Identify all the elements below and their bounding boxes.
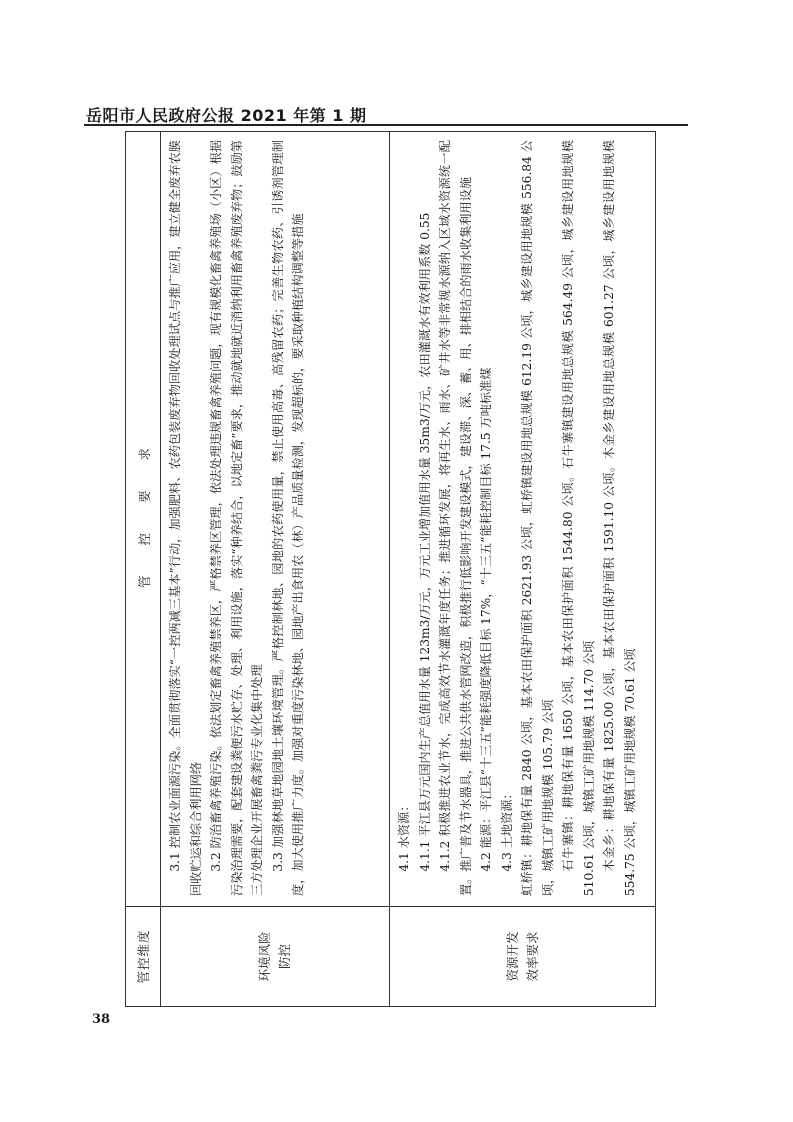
requirement-paragraph: 石牛寨镇：耕地保有量 1650 公顷，基本农田保护面积 1544.80 公顷。石牛寨镇建设用地总规模 564.49 公顷，城乡建设用地规模 510.61 公顷，城镇工矿用地规模 114.70 公顷 [561, 140, 596, 896]
dimension-label-line: 防控 [277, 944, 292, 970]
requirements-cell [161, 132, 389, 906]
dimension-label-line: 资源开发 [504, 931, 520, 982]
dimension-cell [161, 906, 389, 1006]
table-row-environment-risk [161, 132, 390, 1006]
dimension-label [503, 927, 543, 987]
dimension-cell [390, 906, 655, 1006]
table-header-row [126, 132, 161, 1006]
document-header: 岳阳市人民政府公报 2021 年第 1 期 [86, 106, 367, 125]
table-row-resource-efficiency [390, 132, 655, 1006]
column-header-requirements-text: 管控要求 [137, 418, 152, 589]
page-number: 38 [92, 1012, 111, 1027]
requirement-paragraph: 4.2 能源：平江县“十三五”能耗强度降低目标 17%，“十三五”能耗控制目标 17.5 万吨标准煤 [479, 367, 493, 872]
dimension-label-line: 环境风险 [257, 931, 272, 982]
dimension-label [255, 927, 295, 987]
requirement-paragraph: 3.3 加强林地草地园地土壤环境管理。严格控制林地、园地的农药使用量，禁止使用高毒、高残留农药；完善生物农药、引诱剂管理制度，加大使用推广力度。加强对重度污染林地、园地产出食用农（林）产品质量检测，发现超标的，要采取种植结构调整等措施 [270, 140, 305, 896]
dimension-label-line: 效率要求 [524, 931, 540, 982]
requirement-paragraph: 3.2 防治畜禽养殖污染。依法划定畜禽养殖禁养区，严格禁养区管理，依法处理违规畜禽养殖问题，现有规模化畜禽养殖场（小区）根据污染治理需要，配套建设粪便污水贮存、处理、利用设施，落实“种养结合，以地定畜”要求，推动就地就近消纳利用畜禽养殖废弃物；鼓励第三方处理企业开展畜禽粪污专业化集中处理 [209, 140, 264, 896]
requirements-cell [390, 132, 655, 906]
header-rule [84, 124, 688, 126]
requirement-paragraph: 4.1 水资源： [397, 799, 411, 872]
requirement-paragraph: 4.1.2 积极推进农业节水，完成高效节水灌溉年度任务；推进循环发展，将再生水、雨水、矿井水等非常规水源纳入区域水资源统一配置。推广普及节水器具，推进公共供水管网改造，积极推行低影响开发建设模式，建设滞、深、蓄、用、排相结合的雨水收集利用设施 [438, 140, 473, 896]
requirement-paragraph: 4.3 土地资源： [499, 787, 514, 872]
requirement-paragraph: 虹桥镇：耕地保有量 2840 公顷，基本农田保护面积 2621.93 公顷，虹桥镇建设用地总规模 612.19 公顷，城乡建设用地规模 556.84 公顷，城镇工矿用地规模 105.79 公顷 [520, 140, 555, 896]
column-header-requirements [126, 132, 160, 906]
control-requirements-table [125, 131, 656, 1007]
column-header-dimension: 管控维度 [126, 906, 160, 1006]
requirement-paragraph: 3.1 控制农业面源污染。全面贯彻落实“一控两减三基本”行动，加强肥料、农药包装废弃物回收处理试点与推广应用，建立健全废弃农膜回收贮运和综合利用网络 [168, 140, 203, 896]
requirement-paragraph: 木金乡：耕地保有量 1825.00 公顷，基本农田保护面积 1591.10 公顷。木金乡建设用地总规模 601.27 公顷，城乡建设用地规模 554.75 公顷，城镇工矿用地规模 70.61 公顷 [602, 140, 637, 896]
requirement-paragraph: 4.1.1 平江县万元国内生产总值用水量 123m3/万元，万元工业增加值用水量 35m3/万元，农田灌溉水有效利用系数 0.55 [417, 212, 432, 872]
